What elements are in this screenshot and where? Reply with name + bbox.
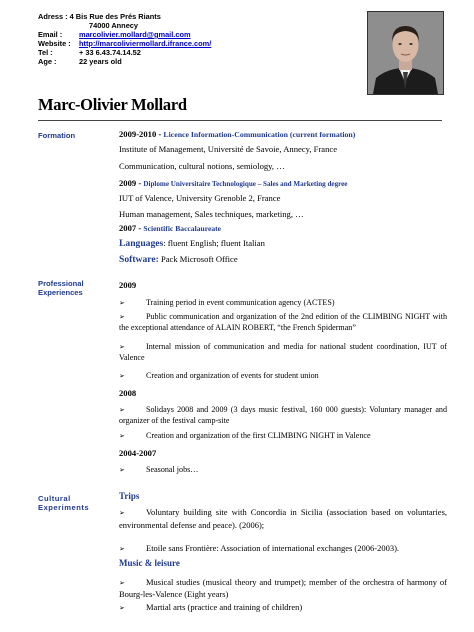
pro-bullet-6 — [119, 431, 447, 442]
pro-bullet-1-text: Training period in event communication agency (ACTES) — [146, 298, 335, 307]
arrow-bullet-icon: ➢ — [119, 406, 125, 414]
edu-1-title: Licence Information-Communication (current formation) — [163, 130, 356, 139]
edu-2-school: IUT of Valence, University Grenoble 2, France — [119, 193, 281, 203]
languages-line — [119, 238, 447, 249]
edu-1-year: 2009-2010 - — [119, 129, 162, 139]
pro-bullet-1 — [119, 298, 447, 309]
age-value: 22 years old — [79, 57, 122, 66]
trips-heading: Trips — [119, 491, 140, 501]
adress-line2: 74000 Annecy — [89, 21, 139, 30]
section-formation: Formation — [38, 131, 76, 140]
software-line — [119, 254, 447, 265]
section-professional-line1: Professional — [38, 279, 84, 288]
arrow-bullet-icon: ➢ — [119, 299, 125, 307]
website-link[interactable]: http://marcoliviermollard.ifrance.com/ — [79, 39, 212, 48]
contact-block — [38, 12, 211, 66]
pro-bullet-3-text: Internal mission of communication and media for national student coordination, IUT of Valence — [119, 342, 447, 362]
pro-year-2008: 2008 — [119, 388, 137, 398]
trip-bullet-1 — [119, 507, 447, 531]
edu-3-year: 2007 - — [119, 223, 142, 233]
arrow-bullet-icon: ➢ — [119, 604, 125, 612]
software-label: Software: — [119, 254, 159, 265]
trip-bullet-2-text: Etoile sans Frontière: Association of international exchanges (2006-2003). — [146, 543, 400, 553]
music-bullet-2-text: Martial arts (practice and training of children) — [146, 602, 303, 612]
adress-label: Adress : — [38, 12, 68, 21]
pro-bullet-4 — [119, 371, 447, 382]
section-cultural — [38, 494, 89, 512]
arrow-bullet-icon: ➢ — [119, 579, 125, 587]
pro-year-2004-2007: 2004-2007 — [119, 448, 157, 458]
edu-2-title: Diplome Universitaire Technologique – Sales and Marketing degree — [143, 180, 348, 188]
pro-bullet-4-text: Creation and organization of events for student union — [146, 371, 319, 380]
arrow-bullet-icon: ➢ — [119, 432, 125, 440]
languages-label: Languages — [119, 238, 164, 249]
age-label: Age : — [38, 57, 57, 66]
pro-bullet-3 — [119, 342, 447, 363]
arrow-bullet-icon: ➢ — [119, 545, 125, 553]
pro-bullet-5 — [119, 405, 447, 426]
edu-entry-2 — [119, 178, 447, 190]
pro-bullet-6-text: Creation and organization of the first CLIMBING NIGHT in Valence — [146, 431, 371, 440]
pro-bullet-7 — [119, 465, 447, 476]
music-bullet-1 — [119, 577, 447, 600]
arrow-bullet-icon: ➢ — [119, 509, 125, 517]
arrow-bullet-icon: ➢ — [119, 372, 125, 380]
section-professional-line2: Experiences — [38, 288, 83, 297]
adress-line1: 4 Bis Rue des Prés Riants — [69, 12, 161, 21]
header-divider — [38, 120, 442, 121]
email-label: Email : — [38, 30, 63, 39]
pro-bullet-5-text: Solidays 2008 and 2009 (3 days music festival, 160 000 guests): Voluntary manager and organizer of the festival camp-site — [119, 405, 447, 425]
section-professional — [38, 279, 84, 297]
languages-value: : fluent English; fluent Italian — [163, 238, 265, 248]
arrow-bullet-icon: ➢ — [119, 343, 125, 351]
music-bullet-1-text: Musical studies (musical theory and trumpet); member of the orchestra of harmony of Bourg-les-Valence (Eight years) — [119, 577, 447, 599]
edu-2-year: 2009 - — [119, 178, 142, 188]
pro-bullet-2-text: Public communication and organization of the 2nd edition of the CLIMBING NIGHT with the exceptional attendance of ALAIN ROBERT, “the French Spiderman” — [119, 312, 447, 332]
music-heading: Music & leisure — [119, 558, 180, 568]
edu-2-desc: Human management, Sales techniques, marketing, … — [119, 209, 304, 219]
tel-value: + 33 6.43.74.14.52 — [79, 48, 141, 57]
section-cultural-line2: Experiments — [38, 503, 90, 512]
edu-1-desc: Communication, cultural notions, semiology, … — [119, 161, 285, 171]
music-bullet-2 — [119, 602, 447, 614]
portrait-image — [368, 12, 443, 94]
profile-photo — [367, 11, 444, 95]
trip-bullet-1-text: Voluntary building site with Concordia in Sicilia (association based on voluntaries, environmental defense and peace). (2006); — [119, 507, 447, 530]
edu-entry-3 — [119, 223, 447, 234]
edu-3-title: Scientific Baccalaureate — [143, 224, 222, 233]
edu-1-school: Institute of Management, Université de Savoie, Annecy, France — [119, 144, 338, 154]
tel-label: Tel : — [38, 48, 53, 57]
edu-entry-1 — [119, 129, 447, 140]
arrow-bullet-icon: ➢ — [119, 313, 125, 321]
pro-bullet-2 — [119, 312, 447, 333]
email-link[interactable]: marcolivier.mollard@gmail.com — [79, 30, 191, 39]
pro-year-2009: 2009 — [119, 280, 137, 290]
section-cultural-line1: Cultural — [38, 494, 71, 503]
software-value: Pack Microsoft Office — [160, 254, 238, 264]
pro-bullet-7-text: Seasonal jobs… — [146, 465, 199, 474]
trip-bullet-2 — [119, 543, 447, 555]
candidate-name: Marc-Olivier Mollard — [38, 95, 187, 114]
arrow-bullet-icon: ➢ — [119, 466, 125, 474]
website-label: Website : — [38, 39, 71, 48]
